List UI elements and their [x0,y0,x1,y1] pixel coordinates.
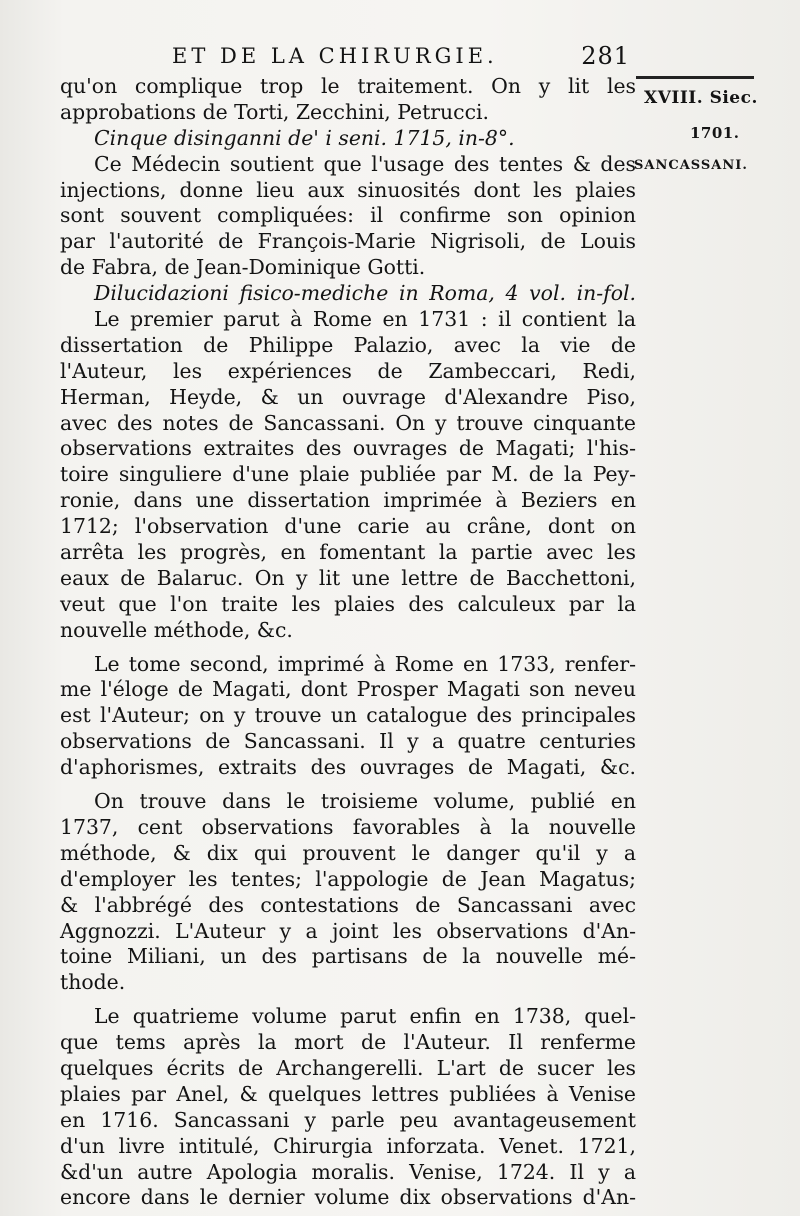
text-line: Ce Médecin soutient que l'usage des tentes & des [94,151,636,176]
text-line: Cinque disinganni de' i seni. 1715, in-8°. [94,125,515,150]
margin-century: XVIII. Siec. [644,88,758,108]
text-line: par l'autorité de François-Marie Nigrisoli, de Louis [60,229,636,254]
text-line: ronie, dans une dissertation imprimée à Beziers en [60,488,636,513]
text-line: est l'Auteur; on y trouve un catalogue des principales [60,703,636,728]
running-header [150,42,640,72]
text-line: d'aphorismes, extraits des ouvrages de Magati, &c. [60,755,636,780]
text-line: toine Miliani, un des partisans de la nouvelle mé- [60,944,636,969]
text-line: avec des notes de Sancassani. On y trouve cinquante [60,410,636,435]
text-line: sont souvent compliquées: il confirme son opinion [60,203,636,228]
text-line: thode. [60,970,126,995]
text-line: Le premier parut à Rome en 1731 : il contient la [94,307,636,332]
text-line: d'un livre intitulé, Chirurgia inforzata. Venet. 1721, [60,1133,636,1158]
text-line: l'Auteur, les expériences de Zambeccari, Redi, [60,358,636,383]
text-line: 1737, cent observations favorables à la nouvelle [60,814,636,839]
text-line: plaies par Anel, & quelques lettres publiées à Venise [60,1081,636,1106]
body-text [60,74,636,1211]
text-line: Dilucidazioni fisico-mediche in Roma, 4 vol. in-fol. [94,281,636,306]
text-line: &d'un autre Apologia moralis. Venise, 1724. Il y a [60,1159,636,1184]
text-line: 1712; l'observation d'une carie au crâne, dont on [60,514,636,539]
text-line: me l'éloge de Magati, dont Prosper Magati son neveu [60,677,636,702]
text-line: & l'abbrégé des contestations de Sancassani avec [60,892,636,917]
text-line: Le quatrieme volume parut enfin en 1738, quel- [94,1004,636,1029]
text-line: observations extraites des ouvrages de Magati; l'his- [60,436,636,461]
running-title: ET DE LA CHIRURGIE. [172,44,498,68]
text-line: eaux de Balaruc. On y lit une lettre de Bacchettoni, [60,565,636,590]
text-line: Le tome second, imprimé à Rome en 1733, renfer- [94,651,636,676]
text-line: veut que l'on traite les plaies des calculeux par la [60,591,636,616]
text-line: approbations de Torti, Zecchini, Petrucci. [60,99,490,124]
text-line: Aggnozzi. L'Auteur y a joint les observations d'An- [60,918,636,943]
margin-author: SANCASSANI. [634,158,748,173]
text-line: injections, donne lieu aux sinuosités dont les plaies [60,177,636,202]
page-number: 281 [581,42,630,70]
text-line: que tems après la mort de l'Auteur. Il renferme [60,1030,636,1055]
margin-rule [636,76,754,79]
text-line: de Fabra, de Jean-Dominique Gotti. [60,255,426,280]
margin-year: 1701. [690,124,740,142]
text-line: nouvelle méthode, &c. [60,617,293,642]
text-line: encore dans le dernier volume dix observations d'An- [60,1185,636,1210]
text-line: d'employer les tentes; l'appologie de Jean Magatus; [60,866,636,891]
text-line: observations de Sancassani. Il y a quatre centuries [60,729,636,754]
text-line: qu'on complique trop le traitement. On y lit les [60,74,636,98]
text-line: quelques écrits de Archangerelli. L'art de sucer les [60,1055,636,1080]
text-line: toire singuliere d'une plaie publiée par M. de la Pey- [60,462,636,487]
text-line: arrêta les progrès, en fomentant la partie avec les [60,540,636,565]
text-line: On trouve dans le troisieme volume, publié en [94,789,636,814]
text-line: en 1716. Sancassani y parle peu avantageusement [60,1107,636,1132]
text-line: méthode, & dix qui prouvent le danger qu'il y a [60,840,636,865]
text-line: Herman, Heyde, & un ouvrage d'Alexandre Piso, [60,384,636,409]
text-line: dissertation de Philippe Palazio, avec la vie de [60,332,636,357]
